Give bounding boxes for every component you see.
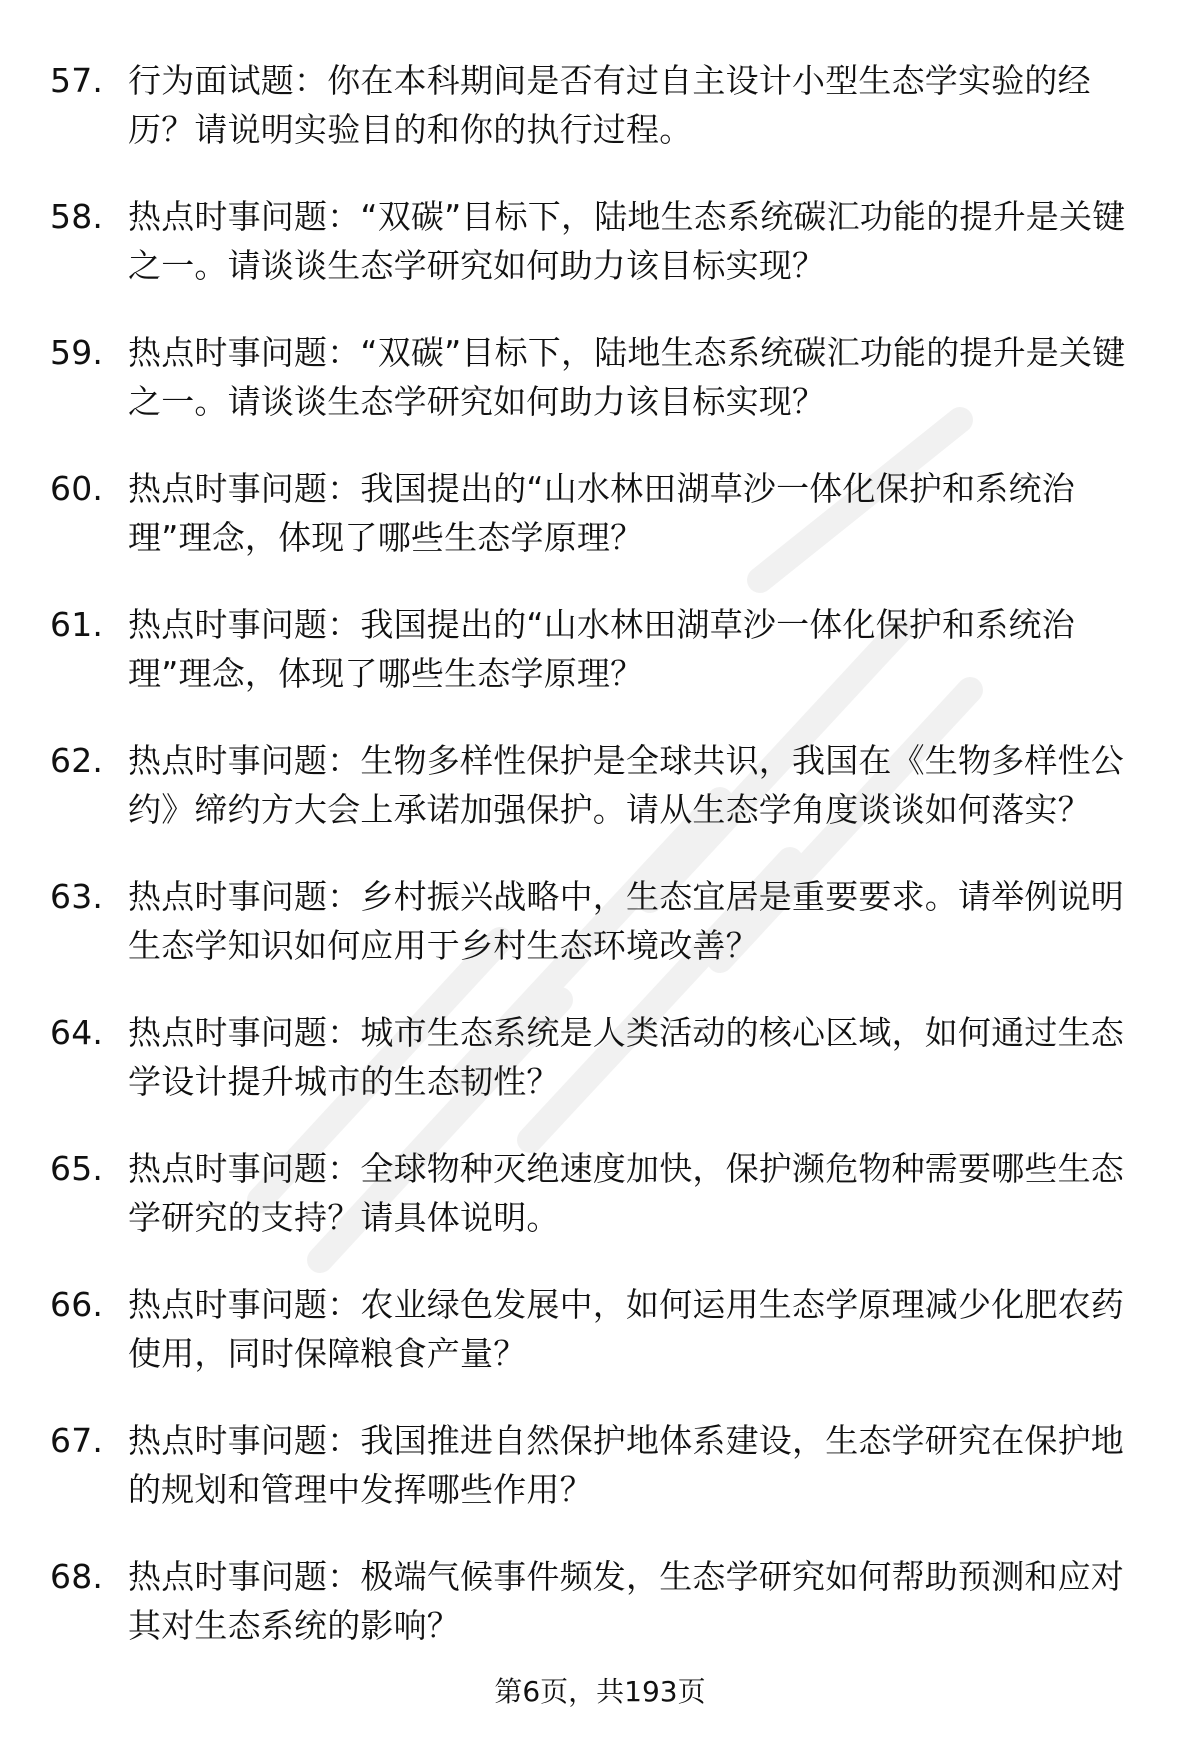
- question-item: [50, 872, 1140, 970]
- question-text: 热点时事问题：农业绿色发展中，如何运用生态学原理减少化肥农药使用，同时保障粮食产量？: [128, 1285, 1124, 1373]
- question-text: 热点时事问题：城市生态系统是人类活动的核心区域，如何通过生态学设计提升城市的生态韧性？: [128, 1013, 1124, 1101]
- question-number: 60.: [50, 469, 104, 508]
- question-number: 63.: [50, 877, 104, 916]
- question-number: 66.: [50, 1285, 104, 1324]
- question-number: 68.: [50, 1557, 104, 1596]
- question-list: [50, 56, 1140, 1688]
- question-number: 65.: [50, 1149, 104, 1188]
- question-item: [50, 1280, 1140, 1378]
- question-text: 热点时事问题：生物多样性保护是全球共识，我国在《生物多样性公约》缔约方大会上承诺加强保护。请从生态学角度谈谈如何落实？: [128, 741, 1124, 829]
- question-item: [50, 1552, 1140, 1650]
- question-text: 热点时事问题：“双碳”目标下，陆地生态系统碳汇功能的提升是关键之一。请谈谈生态学研究如何助力该目标实现？: [128, 197, 1126, 285]
- question-text: 热点时事问题：全球物种灭绝速度加快，保护濒危物种需要哪些生态学研究的支持？请具体说明。: [128, 1149, 1124, 1237]
- question-number: 64.: [50, 1013, 104, 1052]
- question-item: [50, 600, 1140, 698]
- question-text: 热点时事问题：我国提出的“山水林田湖草沙一体化保护和系统治理”理念，体现了哪些生态学原理？: [128, 605, 1075, 693]
- question-number: 58.: [50, 197, 104, 236]
- question-item: [50, 464, 1140, 562]
- question-number: 62.: [50, 741, 104, 780]
- question-text: 热点时事问题：我国提出的“山水林田湖草沙一体化保护和系统治理”理念，体现了哪些生态学原理？: [128, 469, 1075, 557]
- question-item: [50, 1144, 1140, 1242]
- question-item: [50, 1008, 1140, 1106]
- question-text: 热点时事问题：乡村振兴战略中，生态宜居是重要要求。请举例说明生态学知识如何应用于乡村生态环境改善？: [128, 877, 1124, 965]
- page-number: 第6页，共193页: [494, 1675, 706, 1708]
- question-number: 61.: [50, 605, 104, 644]
- question-item: [50, 1416, 1140, 1514]
- question-number: 59.: [50, 333, 104, 372]
- question-item: [50, 56, 1140, 154]
- question-text: 热点时事问题：极端气候事件频发，生态学研究如何帮助预测和应对其对生态系统的影响？: [128, 1557, 1124, 1645]
- question-number: 57.: [50, 61, 104, 100]
- question-text: 热点时事问题：我国推进自然保护地体系建设，生态学研究在保护地的规划和管理中发挥哪些作用？: [128, 1421, 1124, 1509]
- question-text: 热点时事问题：“双碳”目标下，陆地生态系统碳汇功能的提升是关键之一。请谈谈生态学研究如何助力该目标实现？: [128, 333, 1126, 421]
- question-number: 67.: [50, 1421, 104, 1460]
- question-item: [50, 328, 1140, 426]
- question-text: 行为面试题：你在本科期间是否有过自主设计小型生态学实验的经历？请说明实验目的和你的执行过程。: [128, 61, 1091, 149]
- question-item: [50, 192, 1140, 290]
- question-item: [50, 736, 1140, 834]
